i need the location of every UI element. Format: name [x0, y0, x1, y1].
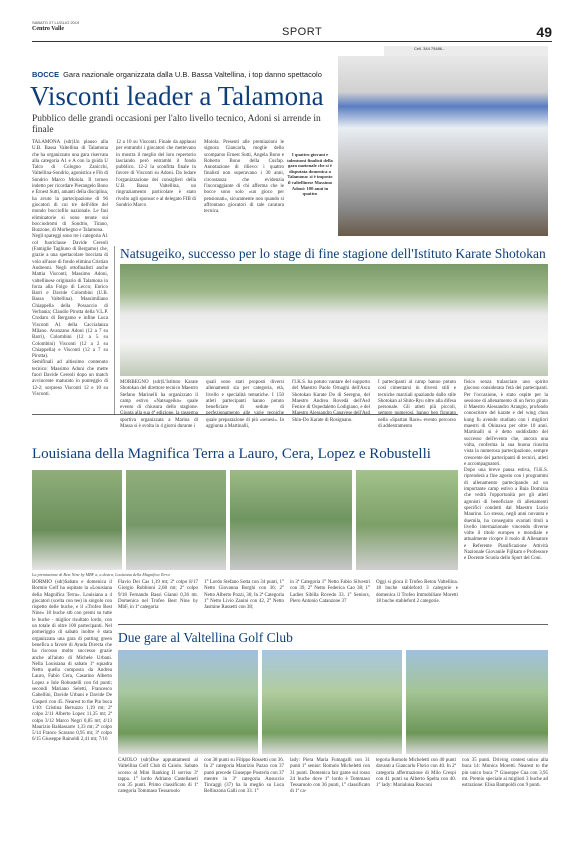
article2-col2-p1: quali sono stati proposti diversi allenamenti sia per categoria, età, livello e specialità tematiche. I 150 atleti partecipanti hanno potuto beneficiare di sedute di quale preparazione di più «senesi». In aggiunta a Martinalli, — [206, 380, 284, 430]
article3-col1-p1: BORMIO (sdr)Sabato e domenica il Bormio Golf ha ospitato la «Louisiana della Magnifica Terra». Louisiana a 4 giocatori (scelta con tee) in singolo con rispetto delle buche, e il «Trofeo Best Nine» 18 buche stb con premi su tutte le buche - miglior risultato lordo, con un totale di oltre 100 partecipanti. Nel pomeriggio di sabato inoltre è stata organizzata una gara di putting green benefica a favore di Ayuda Directa che ha riscosso molto successo grazie anche all'aiuto di Michele Urbani. Nella Louisiana di sabato 1ª squadra Netto quella composta da Andrea Lauro, Fabio Cera, Casarino Alberto Lopez e Iole Robustelli con 64 punti; secondi Mariano Seletti, Francesco Gabellini, Davide Urbani e Davide De Gasperi con 45. Nearest to the Pin buca 1/10: Cristina Bertuzzo 1,19 mt; 2ª colpo 2/11 Alberto Lopez 11,35 mt; 2ª colpo 3/12 Marco Negri 0,85 mt; 4/13 Maurizio Baldassarre 1,33 mt; 2ª colpo 5/14 Franco Scarano 0,95 mt; 3ª colpo 6/15 Giuseppe Rainoldi 2,41 mt; 7/16 — [32, 580, 112, 743]
article3-col3 — [204, 580, 284, 611]
header-logo: Centro Valle — [32, 26, 65, 32]
article1-col2 — [116, 140, 196, 209]
kicker-text: Gara nazionale organizzata dalla U.B. Bassa Valtellina, i top danno spettacolo — [63, 70, 322, 79]
article1-col1-p1: TALAMONA (sdr)Un plauso alla U.B. Bassa Valtellina di Talamona che ha organizzato una gara riservata alla categoria A1 e A con la guida U Talco di Cologno Zanicchi, Valtellina-Sondrio, agonistica e Fib di Sondrio Marco Moiola. Il torneo indetto per ricordare Pierangelo Bono e Ernest Sutti, amanti della disciplina, ha avuto la partecipazione di 96 giocatori di cui tre dell'élite del mondo bocciofilo nazionale. Le fasi eliminatorie si sono tenute sui bocciodromi di Sondrio, Tirano, Buzzone, di Morbegno e Talamona. — [32, 140, 108, 234]
article3-top-rule — [32, 414, 458, 415]
article1-col1-p2: Negli spareggi sono tre i categoria A1 col fuoriclasse Davide Cereoli (Famiglie Tagliuno di Bergamo) che, grazie a una spettacolare bocciata di volo all'asse di fondo elimina Cristian Andreoni. Negli ottofinalisti anche Mattia Visconti; Massimo Adoni, valtellinese originario di Talamona in forza alla Folgo di Lecco; Enrico Barri e Davide Colombini (U.B. Bassa Valtellina). Massimiliano Chiappella della Possaccio di Verbania; Claudio Pirotta della V.L.P. Crodaro di Bergamo e infine Luca Visconti A1 della Caccialanza Milano. Avanzano Adoni (12 a 7 su Barri), Colombini (12 a 5 su Colombini) Visconti (12 a 2 su Chiappella) e Visconti (12 a 7 su Pirotta). — [32, 234, 108, 360]
article2-col1 — [120, 380, 198, 430]
article4-col2-p1: con 38 punti su Filippo Rossetti con 36. In 2ª categoria Maurizio Pazzo con 37 punti precede Giuseppe Posterla con 37 mentre in 3ª categoria Ansuccio Tincaggi (37) ha la meglio su Luca Bellinzona Galli con 33. 1° — [204, 758, 284, 795]
article4-top-rule — [118, 624, 548, 625]
article1-col1-p3: Semifinali ad altissimo contenuto tecnico: Massimo Adoni che mette fuori Davide Cereoli dopo un match avvincente maturato in punteggio di 12-2; sorpreso Visconti 12 e 10 su Visconti. — [32, 360, 108, 397]
article4-headline: Due gare al Valtellina Golf Club — [118, 630, 293, 645]
golf-award-photo-3 — [230, 470, 352, 570]
golf-photo-caption: La premiazione di Best Nine by MBF a, a destra, Louisiana della Magnifica Terra — [32, 572, 170, 577]
article1-col3 — [204, 140, 284, 216]
article3-col4 — [290, 580, 370, 605]
kicker-label: BOCCE — [32, 70, 60, 79]
article1-col1 — [32, 140, 108, 398]
golf-club-photo-2 — [262, 650, 402, 754]
sponsor-banner-top — [384, 46, 548, 56]
column-divider — [114, 246, 115, 414]
article4-col4 — [376, 758, 456, 789]
article4-col2 — [204, 758, 284, 796]
article1-kicker — [32, 70, 322, 79]
article4-col5-p1: con 35 punti. Driving contest unico alla buca 14: Monica Moretti. Nearest to the pin unico buca 7ª Giuseppe Cua con 3,95 mt. Premio speciale ai migliori 3 buche ad estrazione: Elisa Rampoldi con 9 punti. — [462, 758, 548, 789]
article3-col2 — [118, 580, 198, 611]
section-title: SPORT — [282, 26, 323, 38]
karate-group-photo — [120, 264, 548, 376]
article2-col5-p1: fisico senza tralasciare uno spirito giocoso considerata l'età dei partecipanti. Per l'occasione, è stato ospite per la sessione di allenamento di un ferro girato il Maestro Alessandro Arangio, profondo conoscitore del karate e del wing chun kung fu avendo studiato con i migliori maestri di Okinawa per oltre 10 anni. Martinalli si è detto soddisfatto del successo dell'evento che, ancora una volta, conferma la sua buona riuscita vista la numerosa partecipazione, sempre crescente dei partecipanti di tecnici, atleti e accompagnatori. — [464, 380, 548, 467]
article2-col2 — [206, 380, 284, 430]
article2-headline: Natsugeiko, successo per lo stage di fine stagione dell'Istituto Karate Shotokan — [120, 246, 546, 261]
bocce-finalists-photo — [338, 56, 548, 236]
golf-award-photo-4 — [356, 470, 458, 570]
article3-col2-p1: Flavio Dei Cas 1,19 mt; 2ª colpo 8/17 Giorgio Robbioni 2,68 mt; 2ª colpo 9/18 Fernando Bassi Gianni 0,36 mt. Domenica nel Trofeo Best Nine by MbF, in 1ª categoria — [118, 580, 198, 611]
article4-col5 — [462, 758, 548, 789]
article2-col3-p1: l'I.K.S. ha potuto vantare del supporto del Maestro Paolo Ornaghi dell'Asca Shotokan Karate Do di Seregno, del Maestro Andrea Rovedà dell'Asd Fenice di Ospedaletto Lodigiano, e del Shin-Do Karate di Rosignano. — [292, 380, 370, 423]
article3-col5 — [376, 580, 458, 605]
article2-col4 — [378, 380, 456, 430]
article2-col5 — [464, 380, 548, 563]
article3-col4-p1: in 3ª Categoria 1° Netto Fabio Silvestri con 39, 2° Netto Federica Cao 38; 1° Ladies Sibilla Rovedo 33. 1° Seniors, Piero Antonio Catanzone 37 — [290, 580, 370, 604]
header-divider — [32, 41, 552, 42]
bocce-photo-caption: I quattro giovani e talentuosi finalisti della gara nazionale che si è disputata domenica a Talamona: si è imposto il valtellinese Massimo Adoni: 100 anni in quattro — [284, 150, 336, 199]
article3-headline: Louisiana della Magnifica Terra a Lauro, Cera, Lopez e Robustelli — [32, 446, 431, 462]
article3-col5-p1: Oggi si gioca il Trofeo Beton Valtellina. 18 buche stableford 3 categorie e domenica il Trofeo Immobiliare Moretti 18 buche stableford 2 categorie. — [376, 580, 458, 604]
article2-col3 — [292, 380, 370, 424]
article1-col2-p1: 12 a 10 su Visconti. Finale da applausi per entrambi i giocatori che mettevano in mostra il meglio del loro repertorio lasciando però entrambi il fondo pubblico. 12-2 la sconfitta finale in favore di Visconti su Adoni. Da lodare l'organizzazione dei consiglieri della U.B. Bassa Valtellina, un ringraziamento particolare è stato rivolto agli sponsor e al delegato FIB di Sondrio Marco — [116, 140, 196, 208]
article4-col3 — [290, 758, 370, 796]
page-number: 49 — [536, 24, 552, 40]
article2-col4-p1: I partecipanti al camp hanno potuto così cimentarsi in diversi stili e tecniche marziali spaziando dallo stile Shotokan al Shito-Ryu oltre alla difesa personale. Gli atleti più piccoli, nella «Spartan Race» evento percorso di addestramento — [378, 380, 456, 430]
header-date: SABATO 27 LUGLIO 2019 — [32, 20, 80, 25]
golf-award-photo-2 — [126, 470, 226, 570]
article1-headline: Visconti leader a Talamona — [30, 81, 324, 111]
banner-line2: Cell. 344 75486... — [414, 46, 446, 51]
article4-col3-p1: lady: Piera Maria Fumagalli con 31 punti 1° senior: Romolo Micheletti con 31 punti. Domenica fair game sul rosso 24 buche dove 1° lordo è Tommaso Tessaruolo con 36 punti, 1° classificato di 1ª ca- — [290, 758, 370, 795]
article3-col1 — [32, 580, 112, 744]
article1-subhead: Pubblico delle grandi occasioni per l'alto livello tecnico, Adoni si arrende in finale — [32, 114, 321, 135]
article4-col1 — [118, 758, 198, 796]
article4-col4-p1: tegoria Romolo Micheletti con 40 punti davanti a Giancarlo Florio con 40. In 2ª categoria affermazione di Milo Crespi con 41 punti su Alberto Spelta con 40. 1° lady: Marialuisa Rusconi — [376, 758, 456, 789]
article4-col1-p1: CAIOLO (sdr)Due appuntamenti al Valtellina Golf Club di Caiolo. Sabato scorso al Mini Ranking II sorriso 3ª tappa. 1° lordo Adriano Castellaneti con 35 punti. Primo classificato di 1ª categoria Tommaso Tessaruolo — [118, 758, 198, 795]
article3-col3-p1: 1° Lordo Stefano Sotta con 34 punti, 1° Netto Giovanna Borghi con 36; 2° Netto Alberto Pozzi, 36; In 2ª Categoria 1° Netto Livio Zanini con 42, 2° Netto Jasmine Rassetti con 38; — [204, 580, 284, 611]
golf-club-photo-3 — [406, 650, 548, 754]
article1-col3-p1: Moiola. Presenti alle premiazioni le signora Giancarla, moglie dello scomparso Ernest Sutti, Angela Bono e Roberto Bono della Cusfap. Annotazione di rilievo: i quattro finalisti non superavano i 30 anni, circostanza che evidenzia l'incoraggiante di chi afferma che le bocce sono solo «un gioco per pensionati», sicuramente non quando si affrontano giocatori di tale caratura tecnica. — [204, 140, 284, 215]
golf-award-photo-1 — [32, 470, 122, 570]
golf-club-photo-1 — [118, 650, 258, 754]
article2-col1-p1: MORBEGNO (sdr)L'Istituto Karate Shotokan del direttore tecnico Maestro Stefano Marinelli ha organizzato il camp estivo «Natsugeiko» quale evento di chiusura dello stagione. sportiva organizzata a Marina di Massa si è svolta in 4 giorni durante i — [120, 380, 198, 430]
article2-col5-p2: Dopo una breve pausa estiva, l'I.K.S. riprenderà a fine agosto con i programmi di allenamento partecipando ad un importante camp estivo a Baia Domizia che vedrà l'opportunità per gli atleti agonisti di beneficiare di allenamenti specifici condotti dal Maestro Lucio Maurino. Lo stesso, negli anni novanta e duemila, ha conseguito svariati titoli a livello internazionale vincendo diverse volte il titolo europeo e mondiale e attualmente ricopre il ruolo di Allenatore e Referente Pianificazione Attività Nazionale Giovanile Fijlkam e Professore e Docente Scuola dello Sport del Coni. — [464, 468, 548, 562]
